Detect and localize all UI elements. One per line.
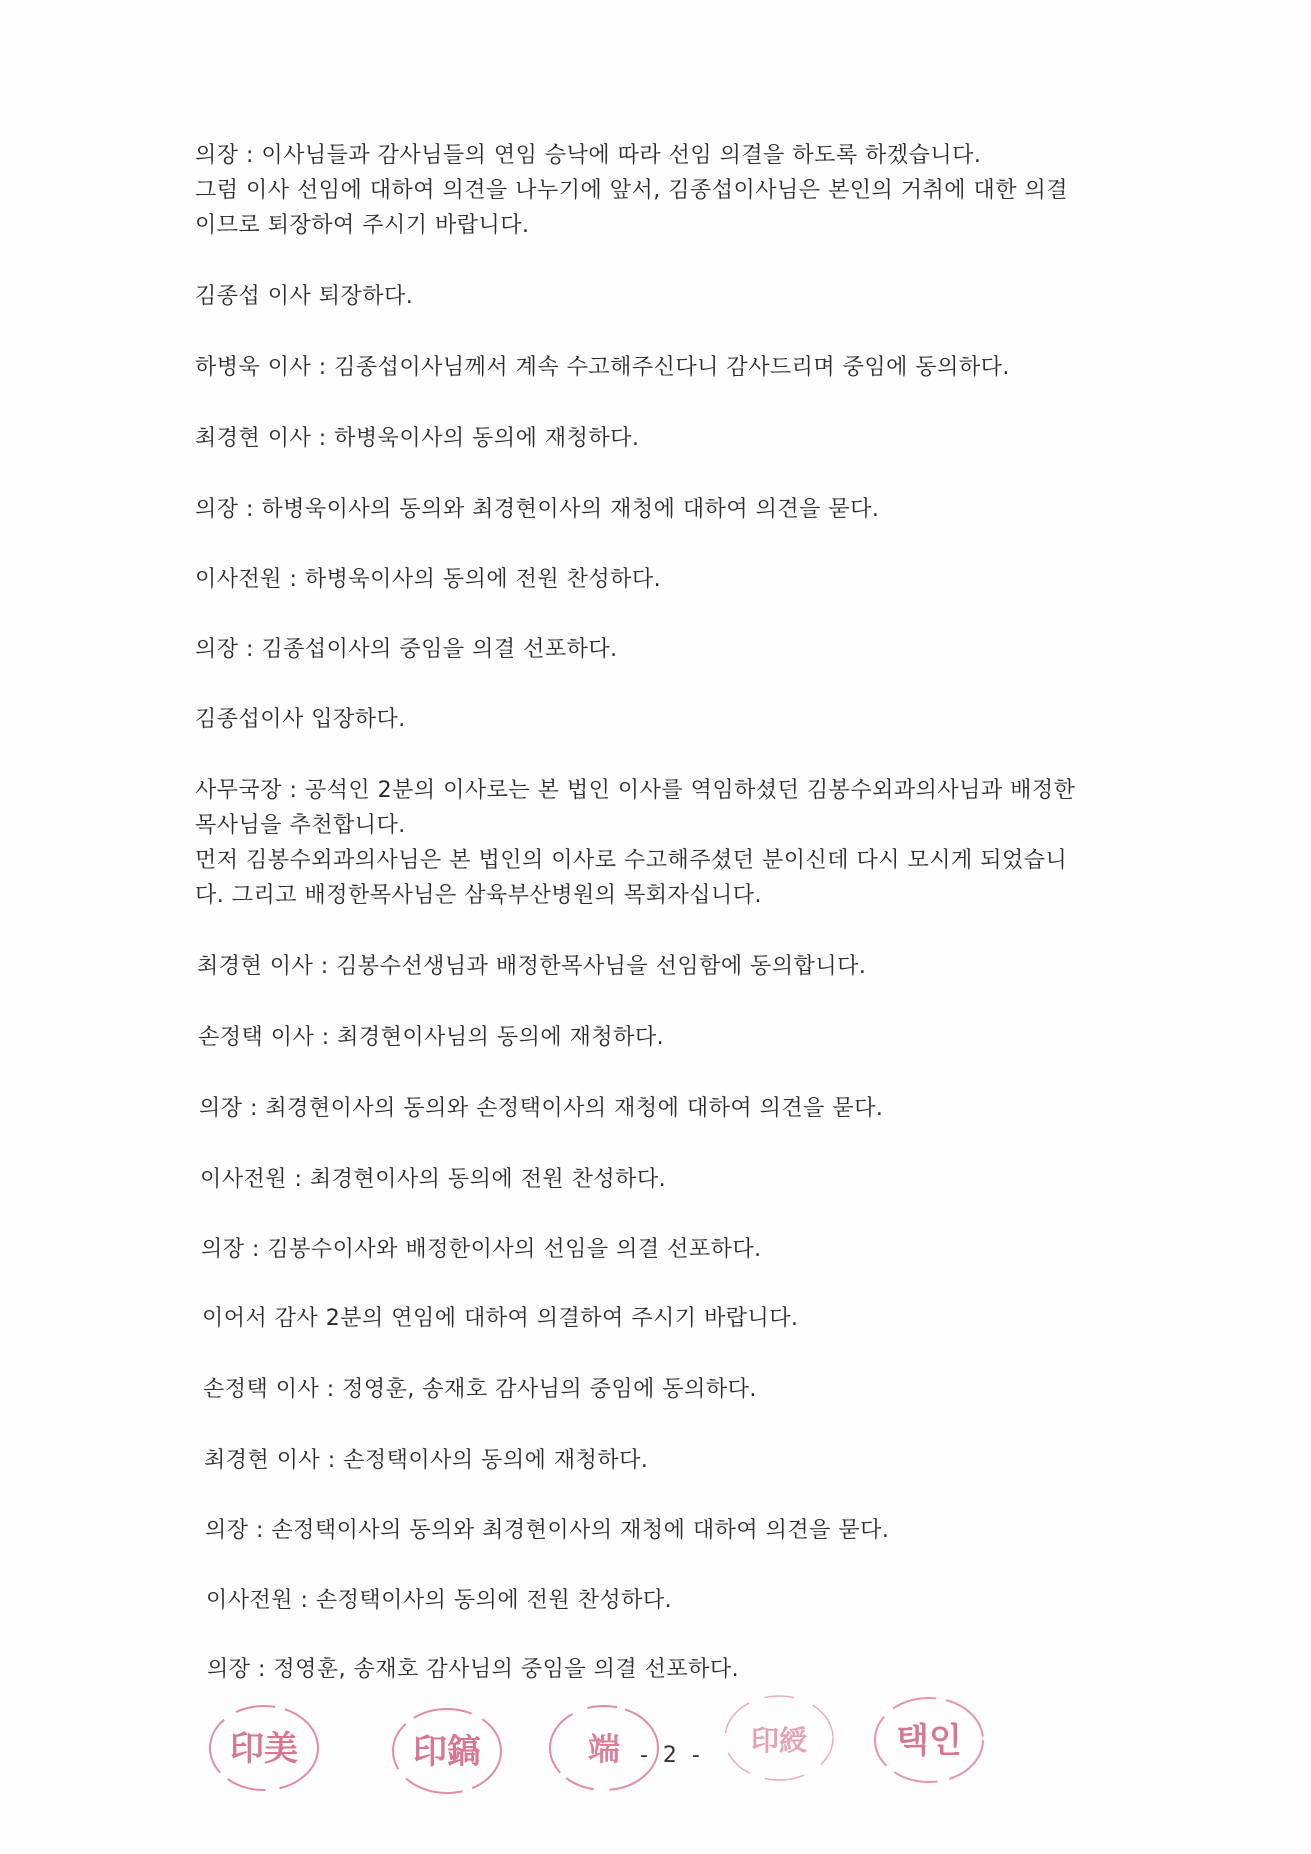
text-line: 의장 : 이사님들과 감사님들의 연임 승낙에 따라 선임 의결을 하도록 하겠습니다.	[195, 143, 982, 168]
text-line: 최경현 이사 : 김봉수선생님과 배정한목사님을 선임함에 동의합니다.	[197, 954, 867, 979]
text-line: 이므로 퇴장하여 주시기 바랍니다.	[195, 213, 530, 238]
svg-text:택인: 택인	[896, 1721, 962, 1761]
text-line: 하병욱 이사 : 김종섭이사님께서 계속 수고해주신다니 감사드리며 중임에 동의하다.	[195, 355, 1010, 380]
text-line: 김종섭이사 입장하다.	[195, 707, 406, 732]
svg-text:印鎬: 印鎬	[413, 1732, 481, 1772]
seal-stamp	[388, 1703, 506, 1799]
text-line: 손정택 이사 : 정영훈, 송재호 감사님의 중임에 동의하다.	[203, 1377, 757, 1402]
text-line: 이사전원 : 최경현이사의 동의에 전원 찬성하다.	[200, 1167, 667, 1192]
page-number: - 2 -	[640, 1743, 704, 1768]
text-line: 최경현 이사 : 손정택이사의 동의에 재청하다.	[204, 1448, 649, 1473]
text-line: 손정택 이사 : 최경현이사님의 동의에 재청하다.	[198, 1025, 665, 1050]
seal-stamp	[720, 1690, 838, 1786]
text-line: 의장 : 김종섭이사의 중임을 의결 선포하다.	[195, 637, 618, 662]
text-line: 이어서 감사 2분의 연임에 대하여 의결하여 주시기 바랍니다.	[202, 1306, 799, 1331]
svg-text:印綬: 印綬	[750, 1724, 808, 1757]
svg-text:印美: 印美	[230, 1729, 298, 1769]
text-line: 의장 : 최경현이사의 동의와 손정택이사의 재청에 대하여 의견을 묻다.	[199, 1096, 884, 1121]
text-line: 그럼 이사 선임에 대하여 의견을 나누기에 앞서, 김종섭이사님은 본인의 거취에 대한 의결	[195, 178, 1068, 203]
text-line: 김종섭 이사 퇴장하다.	[195, 284, 414, 309]
text-line: 먼저 김봉수외과의사님은 본 법인의 이사로 수고해주셨던 분이신데 다시 모시게 되었습니	[195, 848, 1068, 873]
text-line: 사무국장 : 공석인 2분의 이사로는 본 법인 이사를 역임하셨던 김봉수외과의사님과 배정한	[195, 778, 1076, 803]
svg-text:端: 端	[587, 1730, 621, 1768]
seal-stamp	[870, 1690, 988, 1786]
text-line: 다. 그리고 배정한목사님은 삼육부산병원의 목회자십니다.	[195, 883, 763, 908]
seal-stamp	[205, 1700, 323, 1796]
text-line: 최경현 이사 : 하병욱이사의 동의에 재청하다.	[195, 426, 640, 451]
text-line: 의장 : 하병욱이사의 동의와 최경현이사의 재청에 대하여 의견을 묻다.	[195, 497, 880, 522]
text-line: 의장 : 김봉수이사와 배정한이사의 선임을 의결 선포하다.	[201, 1237, 762, 1262]
text-line: 의장 : 정영훈, 송재호 감사님의 중임을 의결 선포하다.	[207, 1657, 740, 1682]
text-line: 이사전원 : 하병욱이사의 동의에 전원 찬성하다.	[195, 567, 662, 592]
text-line: 이사전원 : 손정택이사의 동의에 전원 찬성하다.	[206, 1588, 673, 1613]
text-line: 목사님을 추천합니다.	[195, 813, 406, 838]
text-line: 의장 : 손정택이사의 동의와 최경현이사의 재청에 대하여 의견을 묻다.	[205, 1518, 890, 1543]
